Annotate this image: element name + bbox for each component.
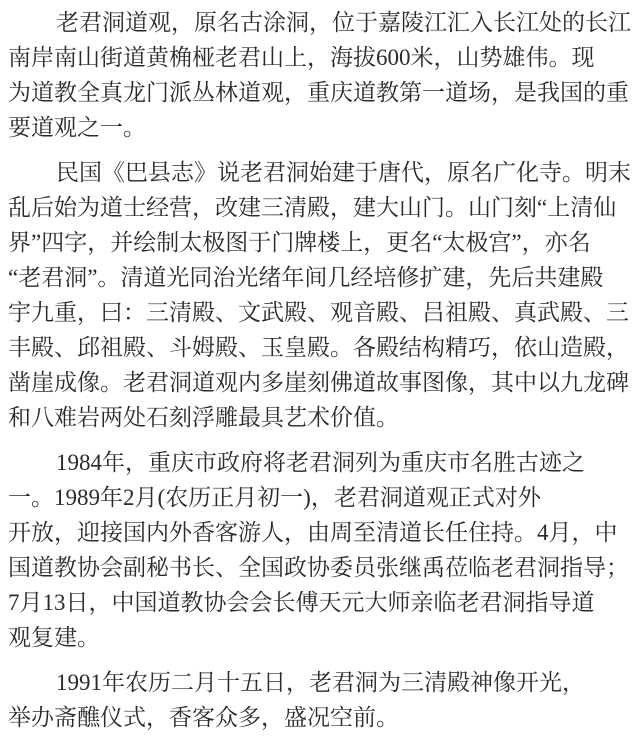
text-line: 老君洞道观，原名古涂洞，位于嘉陵江汇入长江处的长江 [56,10,631,35]
paragraph-1991-event [8,665,632,735]
text-line: 丰殿、邱祖殿、斗姆殿、玉皇殿。各殿结构精巧，依山造殿， [8,335,629,360]
text-line: 开放，迎接国内外香客游人，由周至清道长任住持。4月，中 [8,520,618,545]
paragraph-intro [8,5,632,145]
text-line: 民国《巴县志》说老君洞始建于唐代，原名广化寺。明末 [56,160,631,185]
text-line: 一。1989年2月(农历正月初一)，老君洞道观正式对外 [8,485,541,510]
text-line: 宇九重，曰：三清殿、文武殿、观音殿、吕祖殿、真武殿、三 [8,300,629,325]
text-line: “老君洞”。清道光同治光绪年间几经培修扩建，先后共建殿 [8,265,604,290]
text-line: 国道教协会副秘书长、全国政协委员张继禹莅临老君洞指导； [8,555,629,580]
text-line: 为道教全真龙门派丛林道观，重庆道教第一道场，是我国的重 [8,80,629,105]
text-line: 要道观之一。 [8,115,146,140]
text-line: 凿崖成像。老君洞道观内多崖刻佛道故事图像，其中以九龙碑 [8,370,629,395]
text-line: 1991年农历二月十五日，老君洞为三清殿神像开光， [56,670,585,695]
paragraph-history [8,155,632,435]
text-line: 7月13日，中国道教协会会长傅天元大师亲临老君洞指导道 [8,590,595,615]
text-line: 乱后始为道士经营，改建三清殿，建大山门。山门刻“上清仙 [8,195,617,220]
text-line: 和八难岩两处石刻浮雕最具艺术价值。 [8,405,399,430]
text-line: 界”四字，并绘制太极图于门牌楼上，更名“太极宫”，亦名 [8,230,591,255]
text-line: 举办斋醮仪式，香客众多，盛况空前。 [8,705,399,730]
text-line: 观复建。 [8,625,100,650]
paragraph-modern-era [8,445,632,655]
text-line: 1984年，重庆市政府将老君洞列为重庆市名胜古迹之 [56,450,585,475]
text-line: 南岸南山街道黄桷桠老君山上，海拔600米，山势雄伟。现 [8,45,595,70]
